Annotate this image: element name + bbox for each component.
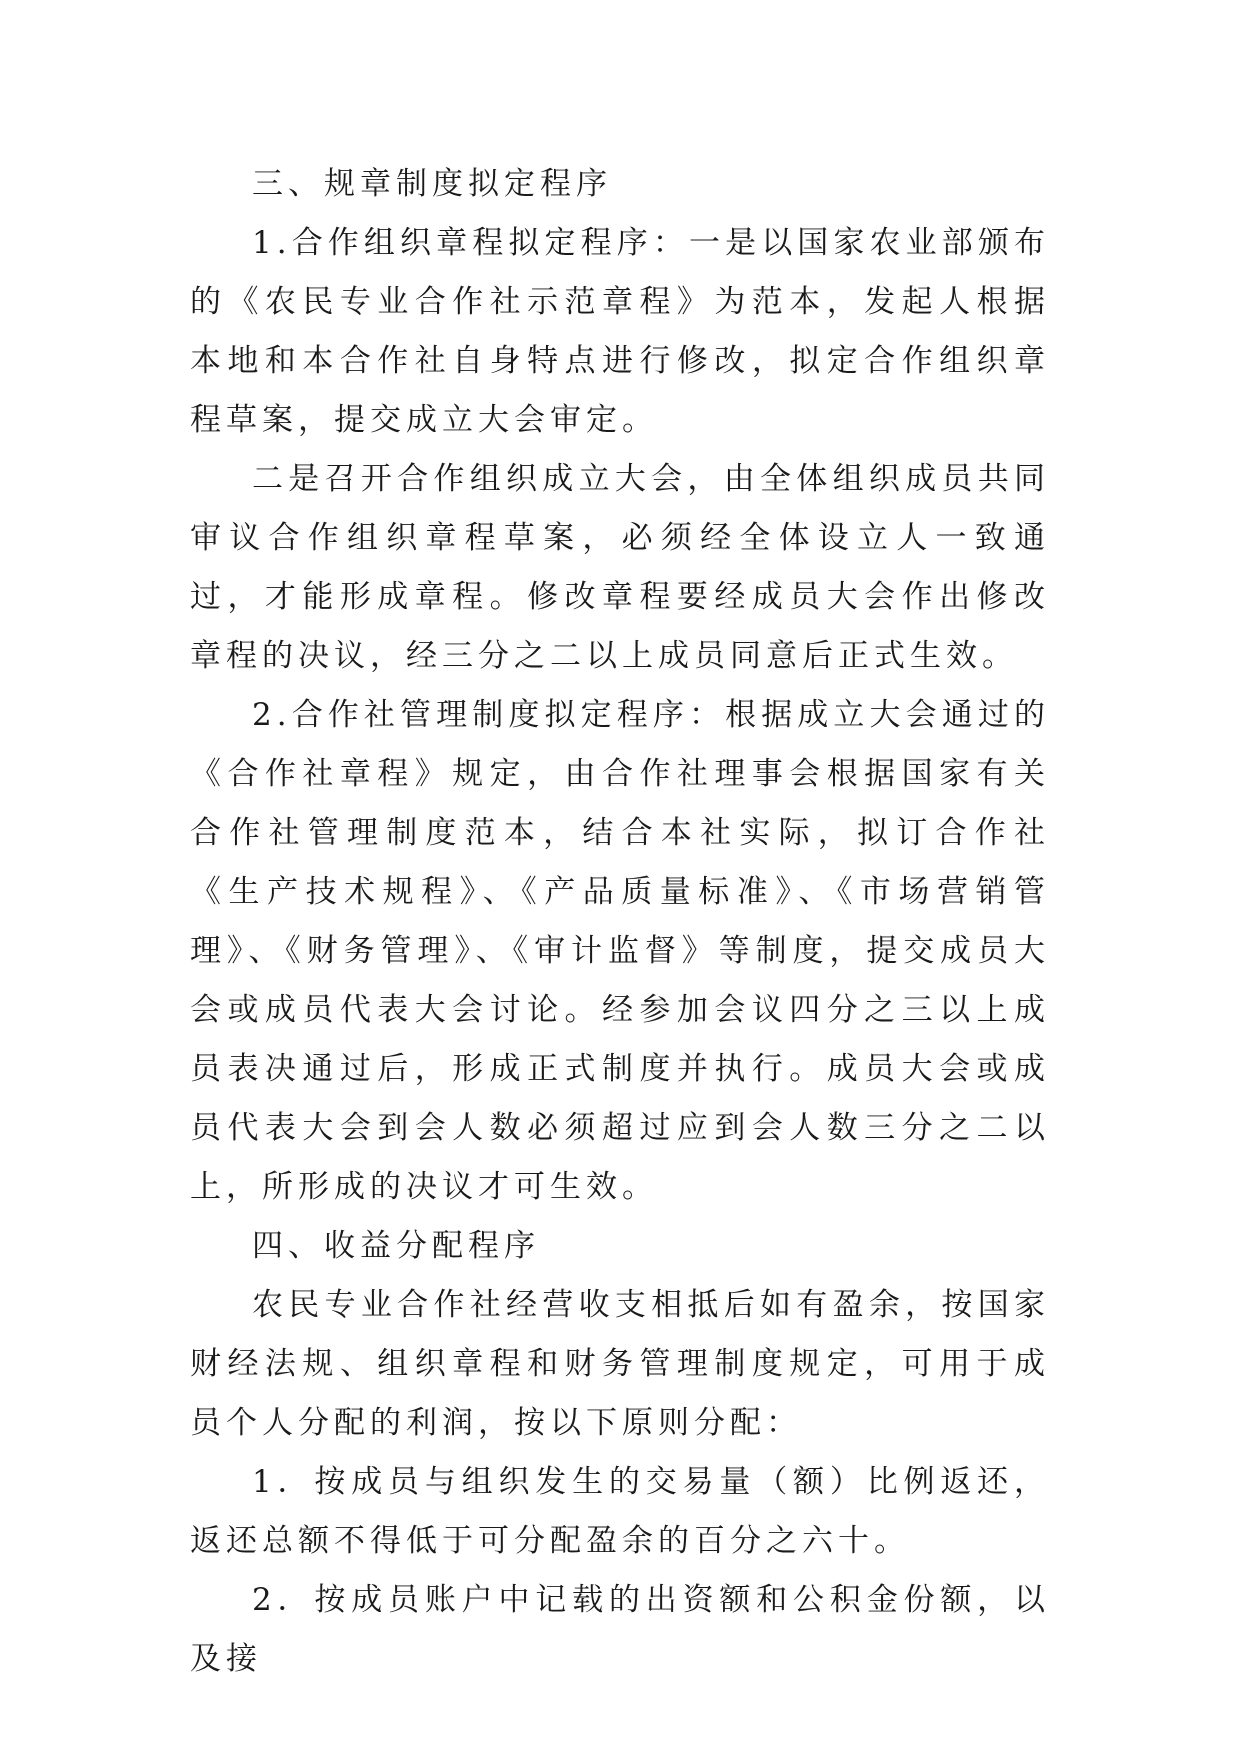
paragraph-founding-meeting: 二是召开合作组织成立大会，由全体组织成员共同审议合作组织章程草案，必须经全体设立人一致通过，才能形成章程。修改章程要经成员大会作出修改章程的决议，经三分之二以上成员同意后正式生效。 bbox=[190, 461, 1050, 674]
section-heading-4: 四、收益分配程序 bbox=[252, 1228, 540, 1264]
paragraph-management-rules: 2.合作社管理制度拟定程序：根据成立大会通过的《合作社章程》规定，由合作社理事会根据国家有关合作社管理制度范本，结合本社实际，拟订合作社《生产技术规程》、《产品质量标准》、《市场营销管理》、《财务管理》、《审计监督》等制度，提交成员大会或成员代表大会讨论。经参加会议四分之三以上成员表决通过后，形成正式制度并执行。成员大会或成员代表大会到会人数必须超过应到会人数三分之二以上，所形成的决议才可生效。 bbox=[190, 697, 1050, 1205]
document-page bbox=[190, 155, 1050, 1689]
paragraph-rule-1: 1．按成员与组织发生的交易量（额）比例返还，返还总额不得低于可分配盈余的百分之六十。 bbox=[190, 1464, 1050, 1559]
section-heading-3: 三、规章制度拟定程序 bbox=[252, 166, 612, 202]
paragraph-surplus-distribution: 农民专业合作社经营收支相抵后如有盈余，按国家财经法规、组织章程和财务管理制度规定，可用于成员个人分配的利润，按以下原则分配： bbox=[190, 1287, 1050, 1441]
paragraph-charter-procedure: 1.合作组织章程拟定程序：一是以国家农业部颁布的《农民专业合作社示范章程》为范本，发起人根据本地和本合作社自身特点进行修改，拟定合作组织章程草案，提交成立大会审定。 bbox=[190, 225, 1050, 438]
paragraph-rule-2: 2．按成员账户中记载的出资额和公积金份额，以及接 bbox=[190, 1582, 1050, 1677]
